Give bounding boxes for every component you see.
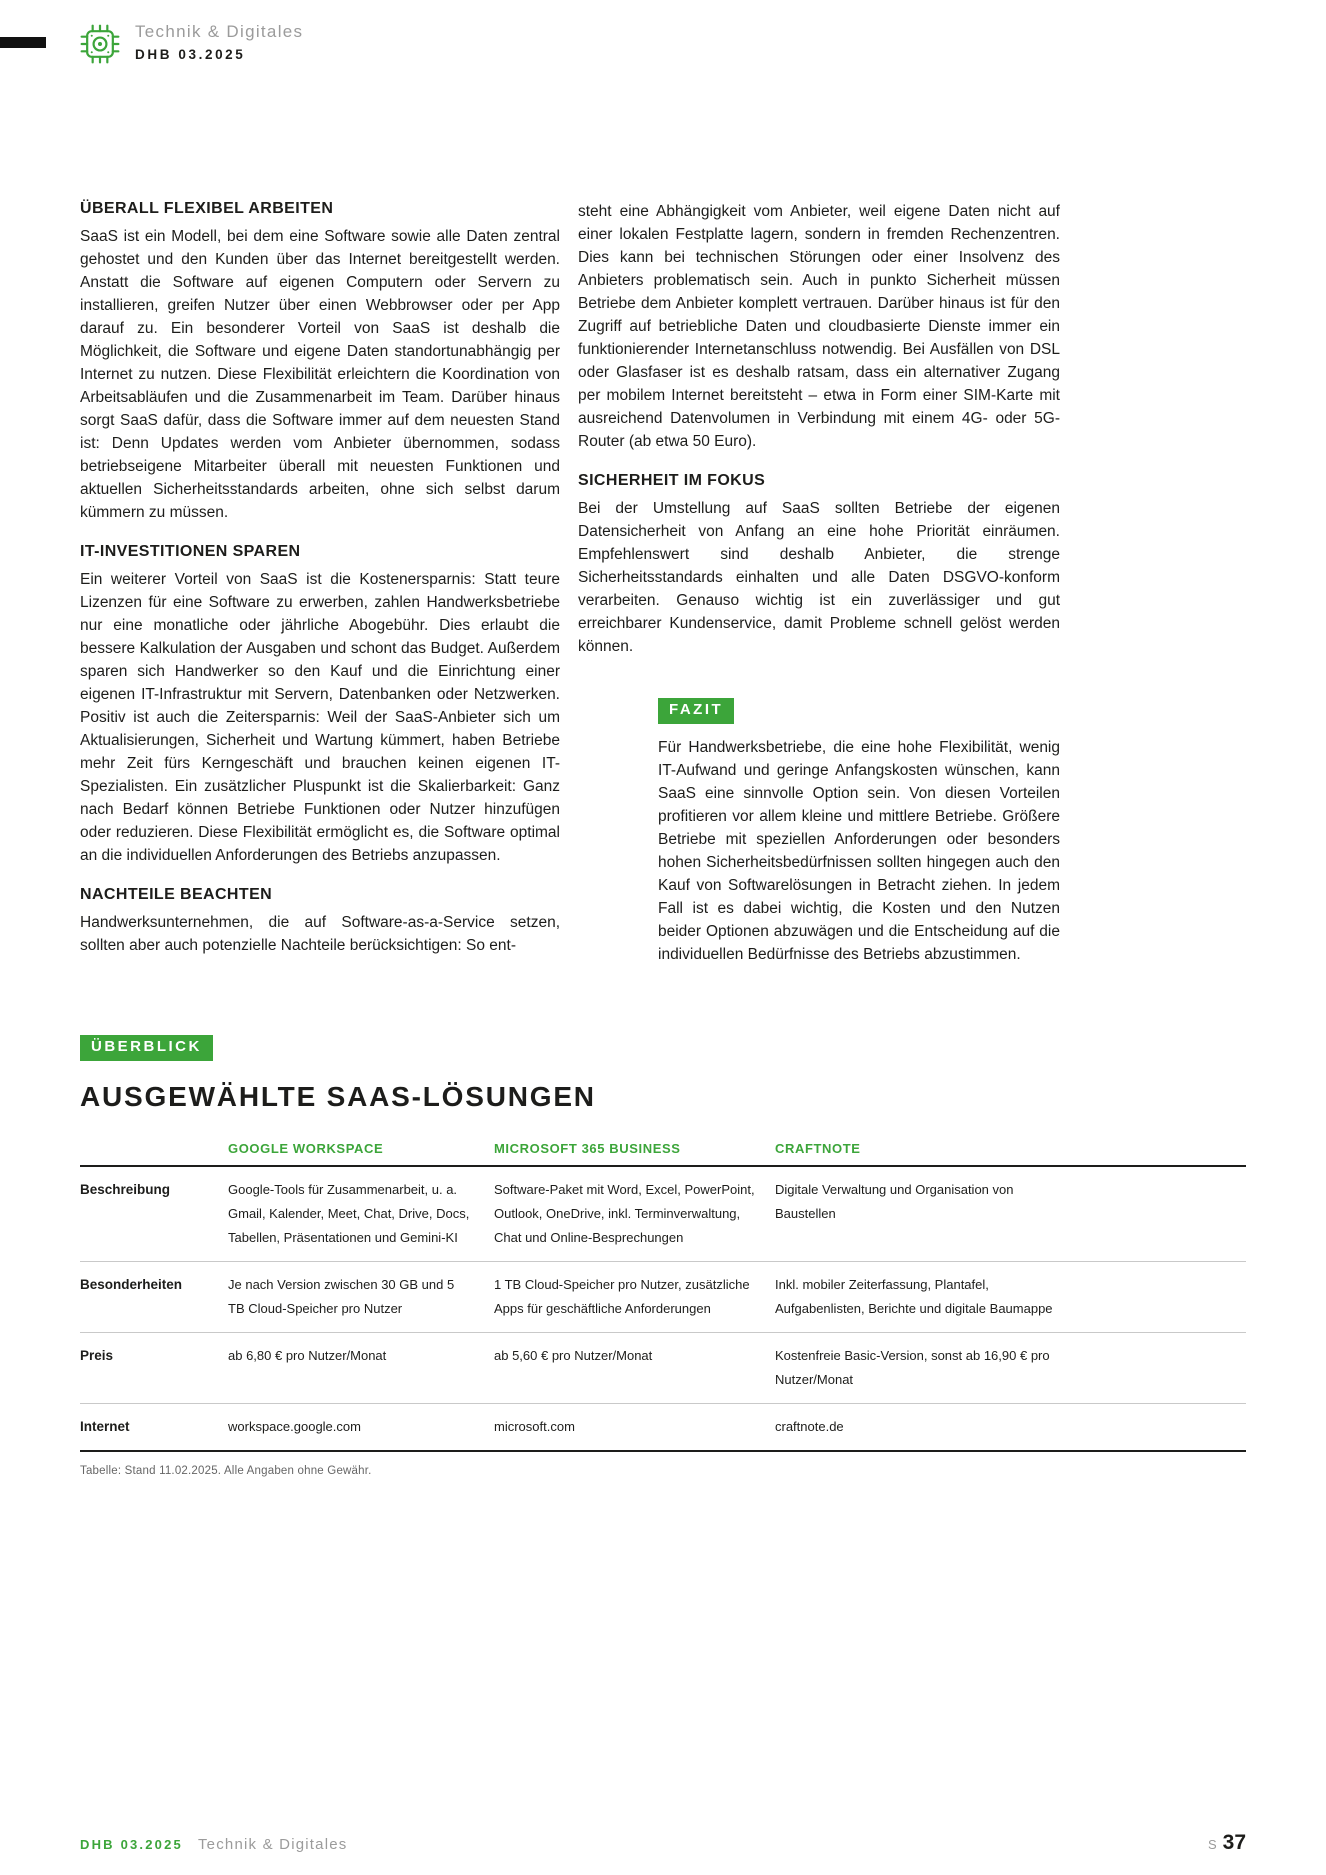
fazit-box — [658, 698, 1060, 966]
table-header-empty — [80, 1141, 228, 1163]
footer-issue: DHB 03.2025 — [80, 1837, 183, 1852]
section-heading: ÜBERALL FLEXIBEL ARBEITEN — [80, 200, 334, 217]
table-cell: ab 6,80 € pro Nutzer/Monat — [228, 1348, 387, 1363]
table-header-row — [80, 1141, 1246, 1167]
section-heading: IT-INVESTITIONEN SPAREN — [80, 543, 301, 560]
section-label: Technik & Digitales — [135, 22, 304, 41]
row-label: Besonderheiten — [80, 1277, 183, 1292]
table-row — [80, 1404, 1246, 1452]
overview-tag: ÜBERBLICK — [80, 1035, 213, 1061]
circuit-chip-icon — [78, 22, 122, 66]
table-header-google: GOOGLE WORKSPACE — [228, 1141, 384, 1156]
section-body: SaaS ist ein Modell, bei dem eine Software sowie alle Daten zentral gehostet und den Kunden über das Internet bereitgestellt werden. Anstatt die Software auf eigenen Computern oder Servern zu installieren, greifen Nutzer über einen Webbrowser oder per App darauf zu. Ein besonderer Vorteil von SaaS ist deshalb die Möglichkeit, die Software und eigene Daten standortunabhängig per Internet zu nutzen. Diese Flexibilität erleichtern die Koordination von Arbeitsabläufen und die Zusammenarbeit im Team. Darüber hinaus sorgt SaaS dafür, dass die Software immer auf dem neuesten Stand ist: Denn Updates werden vom Anbieter übernommen, sodass betriebseigene Mitarbeiter überall mit neuesten Funktionen und aktuellen Sicherheitsstandards arbeiten, ohne sich selbst darum kümmern zu müssen. — [80, 228, 560, 521]
fazit-body: Für Handwerksbetriebe, die eine hohe Flexibilität, wenig IT-Aufwand und geringe Anfangskosten wünschen, kann SaaS eine sinnvolle Option sein. Von diesen Vorteilen profitieren vor allem kleine und mittlere Betriebe. Größere Betriebe mit speziellen Anforderungen oder besonders hohen Sicherheitsbedürfnissen sollten hingegen auch den Kauf von Softwarelösungen in Betracht ziehen. In jedem Fall ist es dabei wichtig, die Kosten und den Nutzen beider Optionen abzuwägen und die Entscheidung auf die individuellen Bedürfnisse des Betriebs abzustimmen. — [658, 739, 1060, 963]
table-cell: Google-Tools für Zusammenarbeit, u. a. Gmail, Kalender, Meet, Chat, Drive, Docs, Tabellen, Präsentationen und Gemini-KI — [228, 1182, 470, 1245]
table-row — [80, 1167, 1246, 1262]
table-header-microsoft: MICROSOFT 365 BUSINESS — [494, 1141, 681, 1156]
table-header-craftnote: CRAFTNOTE — [775, 1141, 861, 1156]
table-cell: Digitale Verwaltung und Organisation von Baustellen — [775, 1182, 1014, 1221]
section-heading: NACHTEILE BEACHTEN — [80, 886, 273, 903]
overview-section — [80, 1035, 1246, 1477]
section-heading: SICHERHEIT IM FOKUS — [578, 472, 766, 489]
table-cell-url: workspace.google.com — [228, 1419, 361, 1434]
comparison-table — [80, 1141, 1246, 1452]
issue-label: DHB 03.2025 — [135, 47, 246, 62]
fazit-tag: FAZIT — [658, 698, 734, 724]
table-cell: Software-Paket mit Word, Excel, PowerPoint, Outlook, OneDrive, inkl. Terminverwaltung, Chat und Online-Besprechungen — [494, 1182, 755, 1245]
footer-page-number: 37 — [1222, 1831, 1246, 1854]
article-section — [80, 543, 560, 867]
article-section — [578, 472, 1060, 658]
table-cell-url: microsoft.com — [494, 1419, 575, 1434]
section-body-continuation: steht eine Abhängigkeit vom Anbieter, weil eigene Daten nicht auf einer lokalen Festplatte lagern, sondern in fremden Rechenzentren. Dies kann bei technischen Störungen oder einer Insolvenz des Anbieters problematisch sein. Auch in punkto Sicherheit müssen Betriebe dem Anbieter komplett vertrauen. Darüber hinaus ist für den Zugriff auf betriebliche Daten und cloudbasierte Dienste immer ein funktionierender Internetanschluss notwendig. Bei Ausfällen von DSL oder Glasfaser ist es deshalb ratsam, dass ein alternativer Zugang per mobilem Internet bereitsteht – etwa in Form einer SIM-Karte mit ausreichend Datenvolumen in Verbindung mit einem 4G- oder 5G-Router (ab etwa 50 Euro). — [578, 203, 1060, 450]
table-cell: Je nach Version zwischen 30 GB und 5 TB Cloud-Speicher pro Nutzer — [228, 1277, 455, 1316]
footer-section: Technik & Digitales — [197, 1836, 348, 1853]
table-row — [80, 1333, 1246, 1404]
article — [80, 200, 1060, 976]
table-cell: 1 TB Cloud-Speicher pro Nutzer, zusätzliche Apps für geschäftliche Anforderungen — [494, 1277, 750, 1316]
article-column-left — [80, 200, 560, 976]
table-cell: ab 5,60 € pro Nutzer/Monat — [494, 1348, 653, 1363]
page-header — [78, 22, 303, 66]
section-body: Handwerksunternehmen, die auf Software-as-a-Service setzen, sollten aber auch potenzielle Nachteile berücksichtigen: So ent- — [80, 914, 560, 954]
article-section — [80, 886, 560, 957]
table-footnote: Tabelle: Stand 11.02.2025. Alle Angaben ohne Gewähr. — [80, 1465, 372, 1477]
article-column-right — [578, 200, 1060, 976]
row-label: Internet — [80, 1419, 130, 1434]
row-label: Preis — [80, 1348, 114, 1363]
corner-bar — [0, 37, 46, 48]
row-label: Beschreibung — [80, 1182, 171, 1197]
table-cell-url: craftnote.de — [775, 1419, 844, 1434]
table-row — [80, 1262, 1246, 1333]
article-section — [578, 200, 1060, 453]
footer-page-label: S — [1207, 1837, 1217, 1852]
section-body: Ein weiterer Vorteil von SaaS ist die Kostenersparnis: Statt teure Lizenzen für eine Software zu erwerben, zahlen Handwerksbetriebe nur eine monatliche oder jährliche Abogebühr. Dies erlaubt die bessere Kalkulation der Ausgaben und schont das Budget. Außerdem sparen sich Handwerker so den Kauf und die Einrichtung einer eigenen IT-Infrastruktur mit Servern, Datenbanken oder Netzwerken. Positiv ist auch die Zeitersparnis: Weil der SaaS-Anbieter sich um Aktualisierungen, Sicherheit und Wartung kümmert, haben Betriebe mehr Zeit fürs Kerngeschäft und brauchen keinen eigenen IT-Spezialisten. Ein zusätzlicher Pluspunkt ist die Skalierbarkeit: Ganz nach Bedarf können Betriebe Funktionen oder Nutzer hinzufügen oder reduzieren. Diese Flexibilität ermöglicht es, die Software optimal an die individuellen Anforderungen des Betriebs anzupassen. — [80, 571, 560, 864]
table-cell: Kostenfreie Basic-Version, sonst ab 16,90 € pro Nutzer/Monat — [775, 1348, 1050, 1387]
section-body: Bei der Umstellung auf SaaS sollten Betriebe der eigenen Datensicherheit von Anfang an eine hohe Priorität einräumen. Empfehlenswert sind deshalb Anbieter, die strenge Sicherheitsstandards einhalten und alle Daten DSGVO-konform verarbeiten. Genauso wichtig ist ein zuverlässiger und gut erreichbarer Kundenservice, damit Probleme schnell gelöst werden können. — [578, 500, 1060, 655]
page-footer — [80, 1831, 1246, 1855]
overview-title: AUSGEWÄHLTE SAAS-LÖSUNGEN — [80, 1081, 596, 1112]
article-section — [80, 200, 560, 524]
table-cell: Inkl. mobiler Zeiterfassung, Plantafel, Aufgabenlisten, Berichte und digitale Baumappe — [775, 1277, 1053, 1316]
